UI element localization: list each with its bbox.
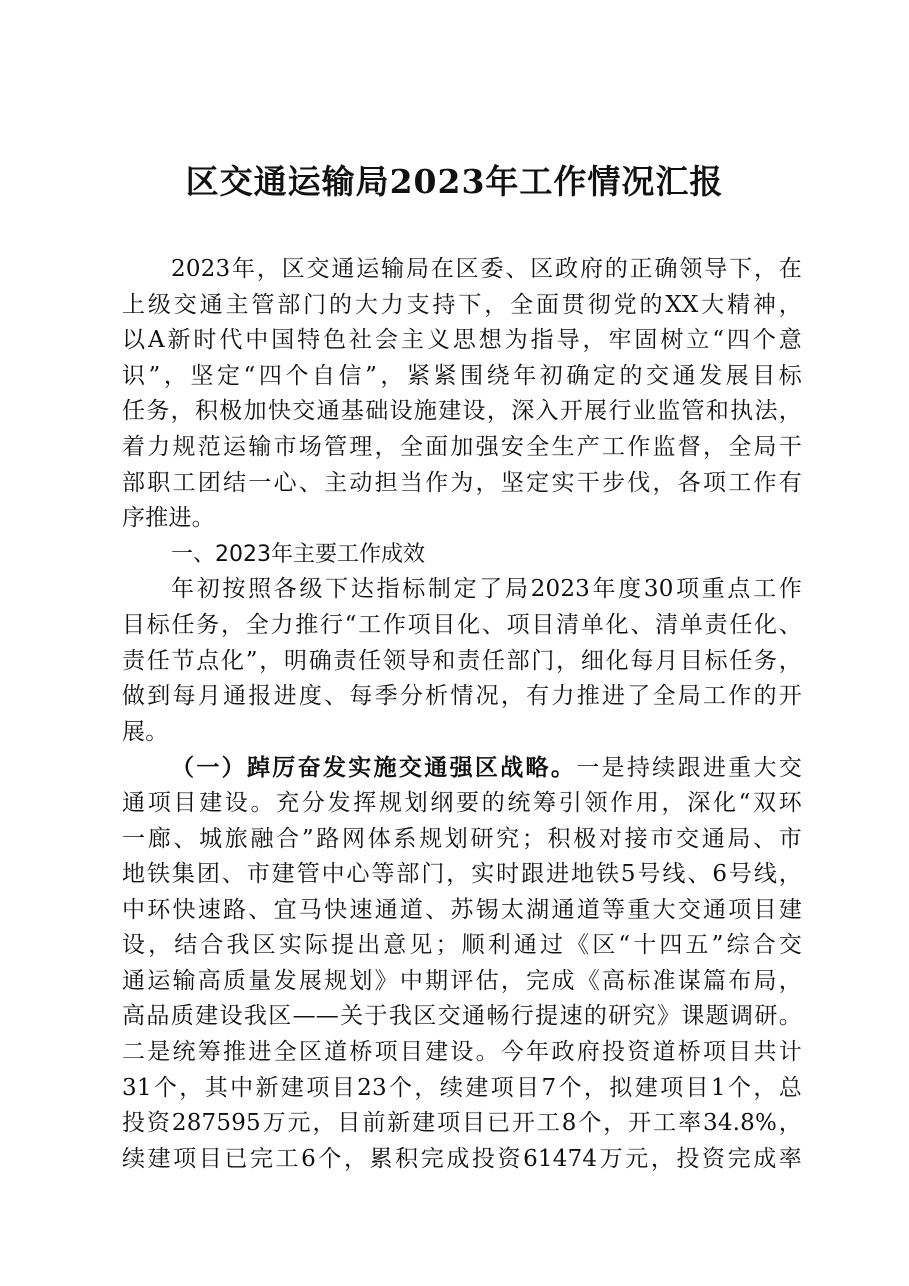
paragraph-text: 一是持续跟进重大交 <box>576 755 802 782</box>
paragraph-line: 展。 <box>122 718 169 745</box>
paragraph-line: 任务，积极加快交通基础设施建设，深入开展行业监管和执法， <box>122 398 802 425</box>
paragraph-line: 年初按照各级下达指标制定了局2023年度30项重点工作 <box>171 576 802 603</box>
paragraph-line: 31个，其中新建项目23个，续建项目7个，拟建项目1个，总 <box>122 1074 802 1101</box>
paragraph-line <box>122 750 802 786</box>
paragraph-line: 续建项目已完工6个，累积完成投资61474万元，投资完成率 <box>122 1145 802 1172</box>
paragraph-line: 中环快速路、宜马快速通道、苏锡太湖通道等重大交通项目建 <box>122 896 802 923</box>
paragraph-line: 部职工团结一心、主动担当作为，坚定实干步伐，各项工作有 <box>122 469 802 496</box>
paragraph-line: 责任节点化”，明确责任领导和责任部门，细化每月目标任务， <box>122 647 802 674</box>
paragraph-line: 通项目建设。充分发挥规划纲要的统筹引领作用，深化“双环 <box>122 789 802 816</box>
document-title: 区交通运输局2023年工作情况汇报 <box>185 162 724 201</box>
paragraph-line: 以A新时代中国特色社会主义思想为指导，牢固树立“四个意 <box>122 327 802 354</box>
paragraph-line: 识”，坚定“四个自信”，紧紧围绕年初确定的交通发展目标 <box>122 362 802 389</box>
paragraph-line: 通运输高质量发展规划》中期评估，完成《高标准谋篇布局， <box>122 967 802 994</box>
section-heading: 一、2023年主要工作成效 <box>171 541 425 567</box>
paragraph-line: 序推进。 <box>122 505 215 532</box>
paragraph-line: 地铁集团、市建管中心等部门，实时跟进地铁5号线、6号线， <box>122 861 802 888</box>
paragraph-line: 上级交通主管部门的大力支持下，全面贯彻党的XX大精神， <box>122 291 802 318</box>
paragraph-line: 设，结合我区实际提出意见；顺利通过《区“十四五”综合交 <box>122 932 802 959</box>
document-body <box>122 252 802 1177</box>
paragraph-line: 投资287595万元，目前新建项目已开工8个，开工率34.8%， <box>122 1110 802 1137</box>
paragraph-line: 二是统筹推进全区道桥项目建设。今年政府投资道桥项目共计 <box>122 1039 802 1066</box>
subsection-heading: （一）踔厉奋发实施交通强区战略。 <box>171 754 577 782</box>
paragraph-line: 做到每月通报进度、每季分析情况，有力推进了全局工作的开 <box>122 683 802 710</box>
paragraph-line: 目标任务，全力推行“工作项目化、项目清单化、清单责任化、 <box>122 611 802 638</box>
paragraph-line: 着力规范运输市场管理，全面加强安全生产工作监督，全局干 <box>122 433 802 460</box>
paragraph-line: 一廊、城旅融合”路网体系规划研究；积极对接市交通局、市 <box>122 825 802 852</box>
paragraph-line: 高品质建设我区——关于我区交通畅行提速的研究》课题调研。 <box>122 1003 802 1030</box>
paragraph-line: 2023年，区交通运输局在区委、区政府的正确领导下，在 <box>171 256 802 282</box>
